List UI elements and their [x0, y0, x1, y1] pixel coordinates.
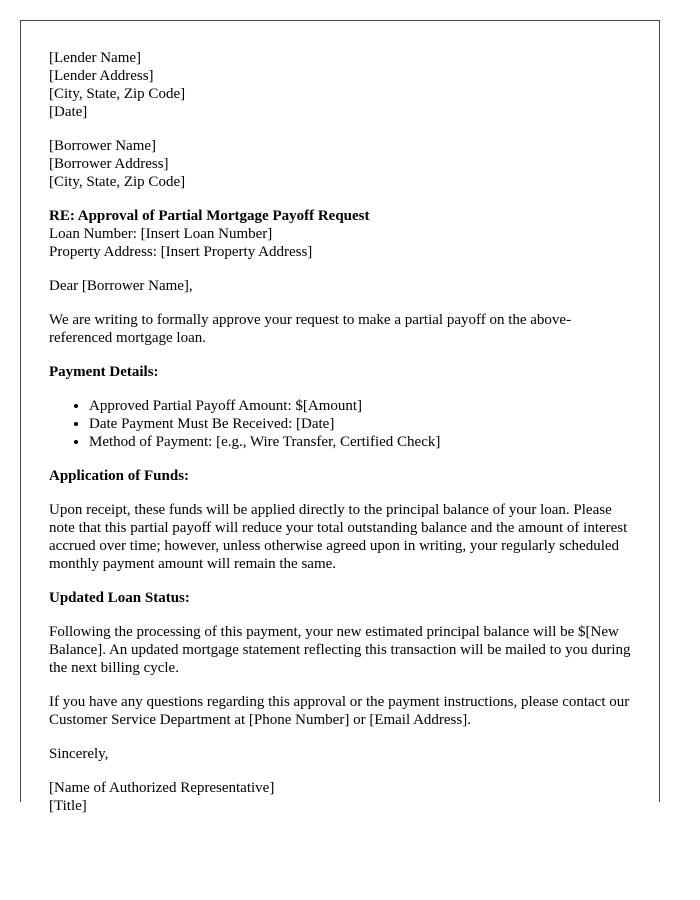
updated-loan-status-paragraph: Following the processing of this payment, your new estimated principal balance will be $[New Balance]. An updated mortgage statement reflecting this transaction will be mailed to you during the next billing cycle. [49, 624, 631, 676]
updated-loan-status-heading: Updated Loan Status: [49, 590, 190, 606]
list-item: • Approved Partial Payoff Amount: $[Amount] [89, 397, 633, 415]
lender-address-block [49, 49, 633, 121]
intro-paragraph: We are writing to formally approve your request to make a partial payoff on the above-referenced mortgage loan. [49, 312, 572, 346]
payment-details-list [49, 397, 633, 451]
letter-date: [Date] [49, 104, 88, 120]
signatory-name: [Name of Authorized Representative] [49, 780, 275, 796]
lender-address: [Lender Address] [49, 68, 154, 84]
closing: Sincerely, [49, 746, 109, 762]
re-subject: RE: Approval of Partial Mortgage Payoff Request [49, 208, 370, 224]
application-of-funds-paragraph: Upon receipt, these funds will be applied directly to the principal balance of your loan. Please note that this partial payoff will reduce your total outstanding balance and the amount of interest accrued over time; however, unless otherwise agreed upon in writing, your regularly scheduled monthly payment amount will remain the same. [49, 502, 628, 572]
signature-block [49, 779, 633, 815]
payment-details-heading: Payment Details: [49, 364, 159, 380]
lender-city-state-zip: [City, State, Zip Code] [49, 86, 186, 102]
application-of-funds-heading: Application of Funds: [49, 468, 190, 484]
property-address: Property Address: [Insert Property Address] [49, 244, 313, 260]
salutation: Dear [Borrower Name], [49, 278, 193, 294]
borrower-address: [Borrower Address] [49, 156, 169, 172]
signatory-title: [Title] [49, 798, 87, 814]
lender-name: [Lender Name] [49, 50, 142, 66]
letter-page [20, 20, 660, 814]
borrower-city-state-zip: [City, State, Zip Code] [49, 174, 186, 190]
borrower-address-block [49, 137, 633, 191]
letter-body [49, 49, 633, 831]
borrower-name: [Borrower Name] [49, 138, 157, 154]
contact-paragraph: If you have any questions regarding this approval or the payment instructions, please contact our Customer Service Department at [Phone Number] or [Email Address]. [49, 694, 630, 728]
loan-number: Loan Number: [Insert Loan Number] [49, 226, 273, 242]
list-item: • Date Payment Must Be Received: [Date] [89, 415, 633, 433]
re-block [49, 207, 633, 261]
list-item: • Method of Payment: [e.g., Wire Transfer, Certified Check] [89, 433, 633, 451]
